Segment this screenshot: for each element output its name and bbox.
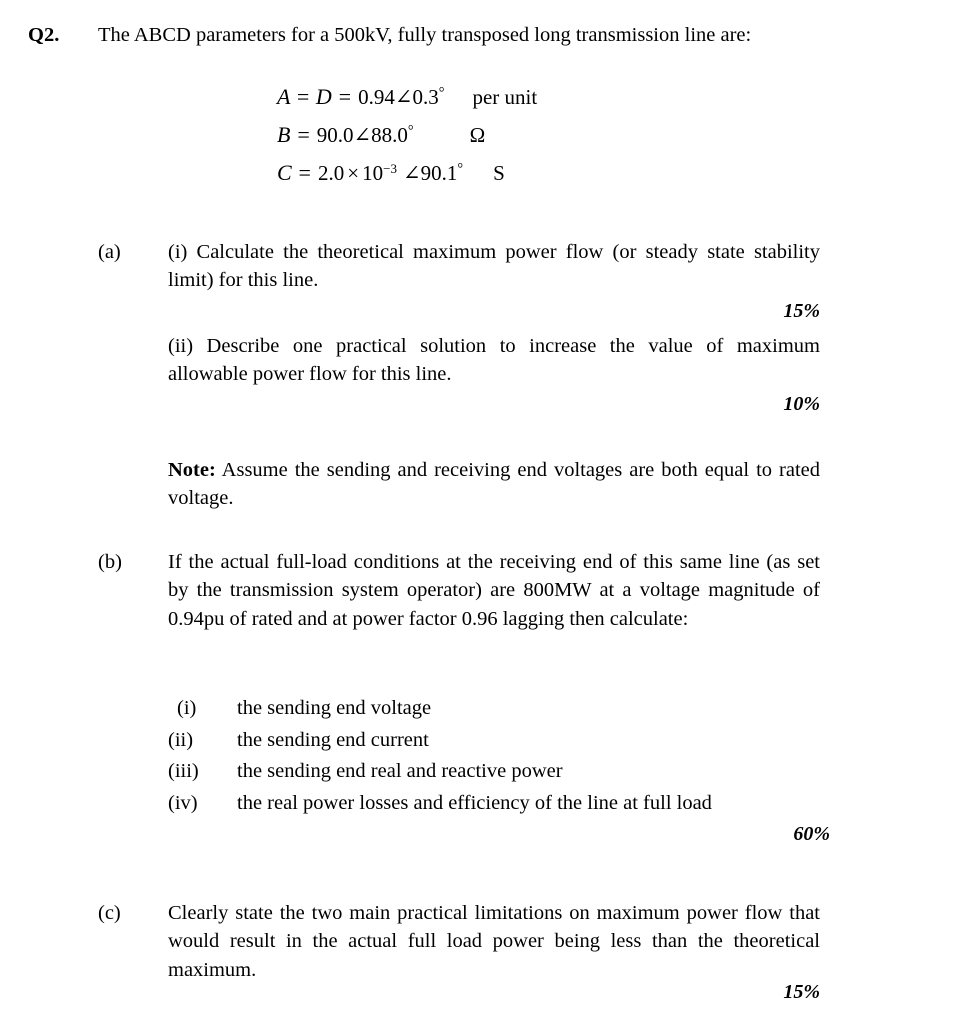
equation-b-unit: Ω bbox=[469, 123, 486, 147]
note-label: Note: bbox=[168, 459, 216, 481]
part-b-subitem-list bbox=[168, 698, 828, 824]
equation-c-base: 10 bbox=[362, 161, 384, 185]
part-a-item-ii-body bbox=[168, 332, 820, 389]
part-b-subitem-ii-number: (ii) bbox=[168, 728, 194, 751]
part-b-subitem-iii-number: (iii) bbox=[168, 760, 199, 782]
degree-icon: ° bbox=[407, 123, 414, 140]
equation-b bbox=[277, 124, 537, 146]
part-b-marks: 60% bbox=[793, 823, 830, 845]
equation-b-angle: 88.0 bbox=[371, 123, 408, 147]
part-a-item-i-marks: 15% bbox=[783, 300, 820, 322]
part-b-body bbox=[168, 548, 820, 633]
question-stem-text: The ABCD parameters for a 500kV, fully transposed long transmission line are: bbox=[98, 24, 752, 46]
angle-icon: ∠ bbox=[353, 123, 372, 147]
part-c-body bbox=[168, 899, 820, 984]
part-c-marks: 15% bbox=[783, 981, 820, 1003]
equation-c bbox=[277, 162, 537, 184]
question-stem-row bbox=[28, 22, 828, 50]
equation-c-exponent: −3 bbox=[383, 161, 397, 177]
part-b-text: If the actual full-load conditions at the receiving end of this same line (as set by the transmission system operator) are 800MW at a voltage magnitude of 0.94pu of rated and at power factor 0.96 lagging then calculate: bbox=[168, 551, 820, 630]
part-a-item-ii-marks: 10% bbox=[783, 393, 820, 415]
part-c-text: Clearly state the two main practical limitations on maximum power flow that would result in the actual full load power being less than the theoretical maximum. bbox=[168, 902, 820, 981]
degree-icon: ° bbox=[438, 85, 445, 102]
equation-a-d bbox=[277, 86, 537, 108]
multiplication-icon: × bbox=[347, 161, 360, 185]
list-item bbox=[168, 761, 828, 782]
part-a-label: (a) bbox=[98, 241, 121, 263]
question-number: Q2. bbox=[28, 24, 60, 46]
equation-b-lhs: B = bbox=[277, 122, 311, 147]
list-item bbox=[168, 698, 828, 719]
equation-a-d-unit: per unit bbox=[472, 85, 538, 109]
angle-icon: ∠ bbox=[402, 161, 421, 185]
part-b-subitem-iv-text: the real power losses and efficiency of the line at full load bbox=[237, 791, 712, 814]
part-c-label: (c) bbox=[98, 902, 121, 924]
part-b-subitem-iv-number: (iv) bbox=[168, 791, 198, 814]
equation-c-unit: S bbox=[493, 161, 505, 185]
assumption-note bbox=[168, 456, 820, 513]
list-item bbox=[168, 730, 828, 751]
degree-icon: ° bbox=[457, 161, 464, 178]
part-b-row bbox=[98, 548, 820, 633]
abcd-parameter-equations bbox=[277, 86, 537, 200]
list-item bbox=[168, 793, 828, 814]
equation-a-d-magnitude: 0.94 bbox=[358, 85, 395, 109]
part-b-subitem-ii-text: the sending end current bbox=[237, 728, 429, 751]
part-a-body bbox=[168, 238, 820, 295]
part-b-subitem-iii-text: the sending end real and reactive power bbox=[237, 760, 563, 782]
angle-icon: ∠ bbox=[394, 85, 413, 109]
equation-a-d-angle: 0.3 bbox=[412, 85, 439, 109]
note-text: Assume the sending and receiving end voltages are both equal to rated voltage. bbox=[168, 459, 820, 510]
equation-c-magnitude: 2.0 bbox=[318, 161, 345, 185]
equation-c-lhs: C = bbox=[277, 160, 313, 185]
part-b-subitem-i-number: (i) bbox=[177, 697, 197, 719]
equation-b-magnitude: 90.0 bbox=[316, 123, 354, 147]
part-a-item-ii-text: (ii) Describe one practical solution to increase the value of maximum allowable power flow for this line. bbox=[168, 335, 820, 386]
part-b-subitem-i-text: the sending end voltage bbox=[237, 697, 432, 719]
part-a-row bbox=[98, 238, 820, 295]
part-b-label: (b) bbox=[98, 551, 122, 573]
part-c-row bbox=[98, 899, 820, 984]
part-a-item-i-text: (i) Calculate the theoretical maximum power flow (or steady state stability limit) for this line. bbox=[168, 241, 820, 292]
equation-c-angle: 90.1 bbox=[420, 161, 458, 185]
equation-a-d-lhs: A = D = bbox=[277, 84, 353, 109]
